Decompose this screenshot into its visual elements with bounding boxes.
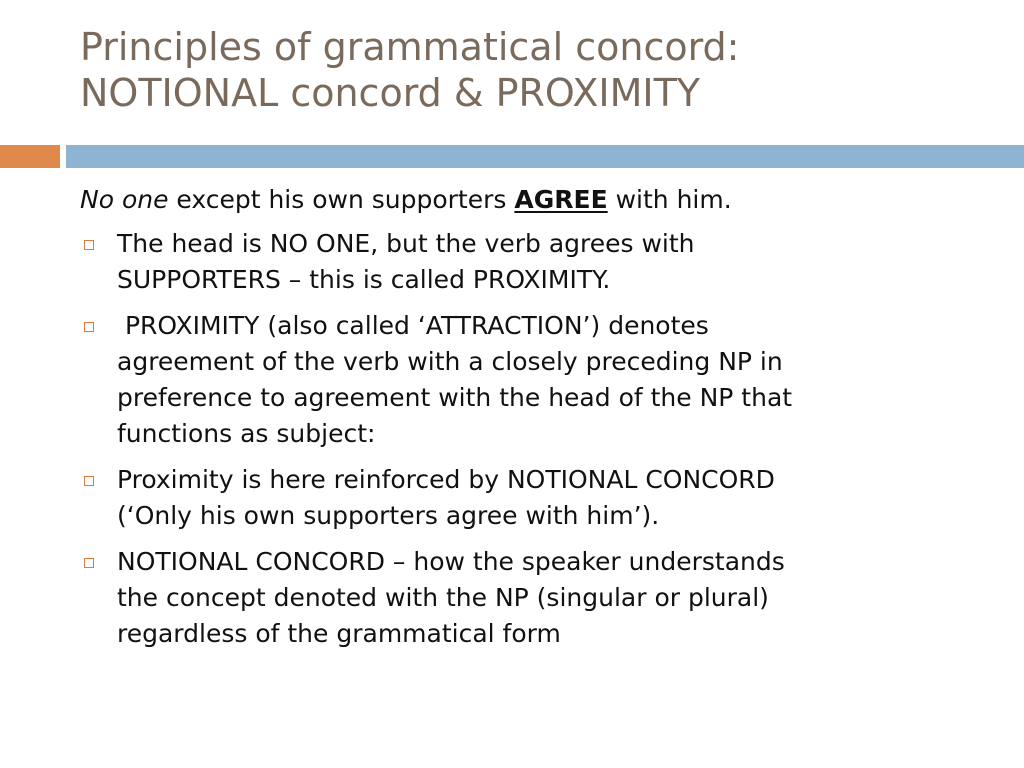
bullet-item (80, 226, 990, 298)
lead-emphasis: AGREE (514, 185, 608, 214)
bullet-4-line-2: the concept denoted with the NP (singular or plural) (117, 583, 769, 612)
bullet-2-line-2: agreement of the verb with a closely preceding NP in (117, 347, 783, 376)
lead-end: with him. (607, 185, 732, 214)
accent-bar-blue (66, 145, 1024, 168)
slide-title (80, 24, 1000, 116)
bullet-3-line-1: Proximity is here reinforced by NOTIONAL CONCORD (117, 465, 775, 494)
square-bullet-icon (84, 476, 94, 486)
square-bullet-icon (84, 558, 94, 568)
bullet-item (80, 462, 990, 534)
lead-sentence (80, 182, 990, 218)
bullet-1-line-1: The head is NO ONE, but the verb agrees with (117, 229, 695, 258)
slide-body (80, 182, 990, 662)
bullet-2-line-3: preference to agreement with the head of the NP that (117, 383, 793, 412)
bullet-list (80, 226, 990, 652)
bullet-4-line-1: NOTIONAL CONCORD – how the speaker understands (117, 547, 785, 576)
bullet-item (80, 544, 990, 652)
bullet-3-line-2: (‘Only his own supporters agree with him’). (117, 501, 660, 530)
square-bullet-icon (84, 322, 94, 332)
accent-bar-orange (0, 145, 60, 168)
lead-middle: except his own supporters (168, 185, 515, 214)
bullet-2-line-4: functions as subject: (117, 419, 376, 448)
bullet-4-line-3: regardless of the grammatical form (117, 619, 561, 648)
lead-italic: No one (80, 185, 169, 214)
bullet-1-line-2: SUPPORTERS – this is called PROXIMITY. (117, 265, 611, 294)
bullet-item (80, 308, 990, 452)
title-line-1: Principles of grammatical concord: (80, 25, 740, 69)
bullet-2-line-1: PROXIMITY (also called ‘ATTRACTION’) denotes (117, 311, 709, 340)
square-bullet-icon (84, 240, 94, 250)
title-line-2: NOTIONAL concord & PROXIMITY (80, 71, 701, 115)
